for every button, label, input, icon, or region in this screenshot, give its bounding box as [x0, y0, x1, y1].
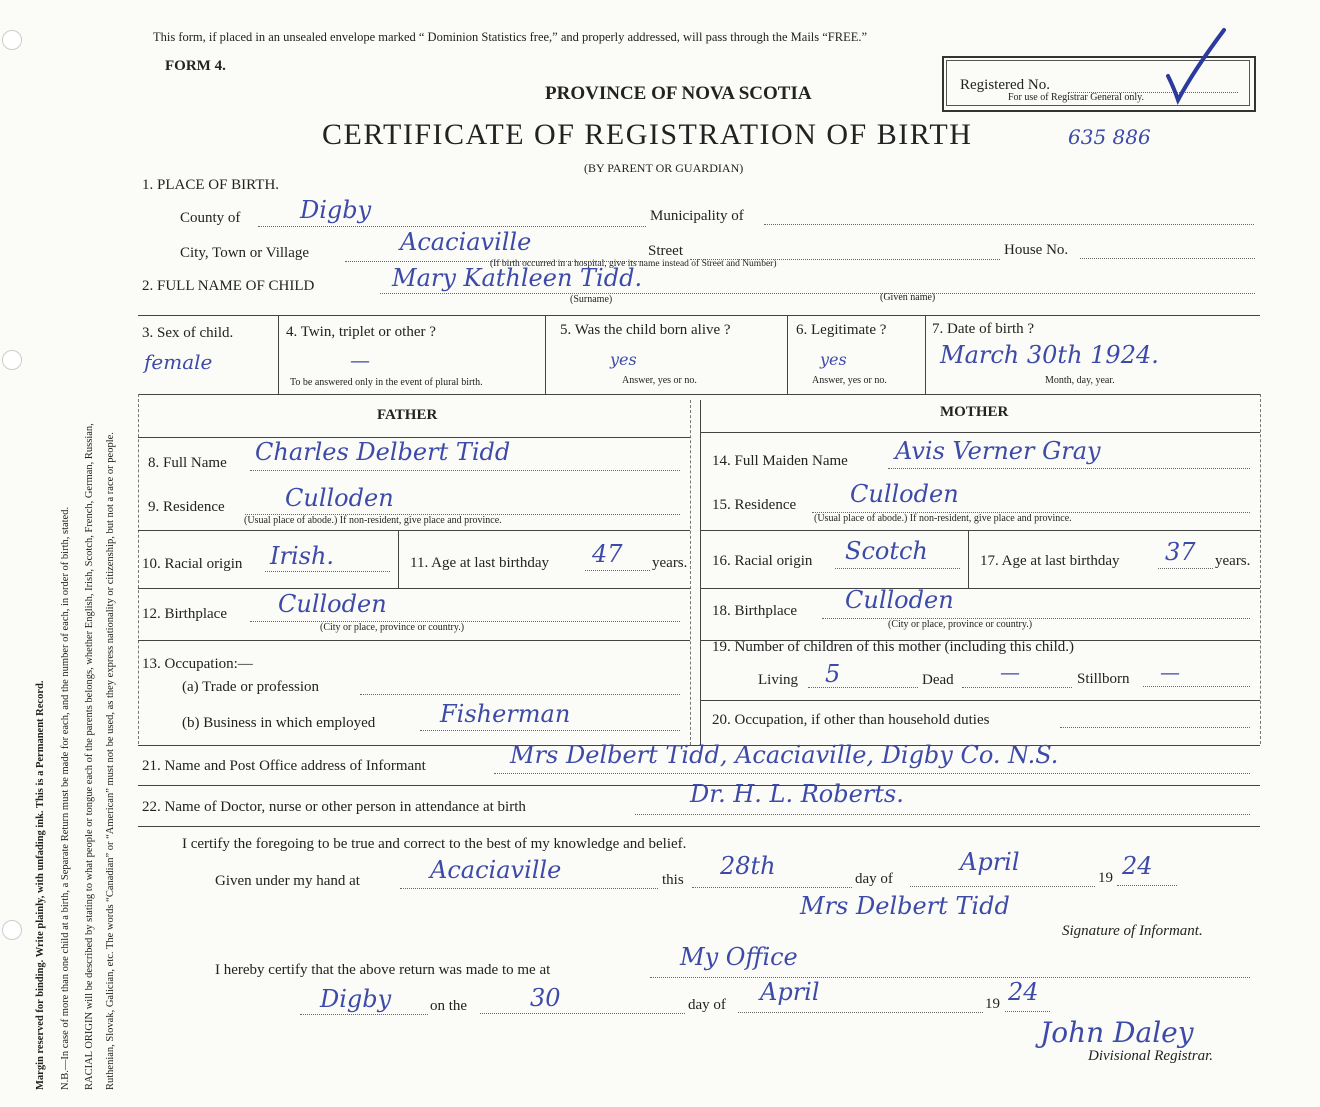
occupation-label: 13. Occupation:— [142, 656, 253, 672]
child-name-value: Mary Kathleen Tidd. [392, 264, 643, 292]
father-residence-note: (Usual place of abode.) If non-resident, give place and province. [244, 515, 502, 526]
registrar-month-value: April [760, 978, 820, 1006]
father-heading: FATHER [377, 407, 438, 423]
date-of-birth-note: Month, day, year. [1045, 375, 1115, 386]
father-residence-label: 9. Residence [148, 499, 225, 515]
informant-label: 21. Name and Post Office address of Informant [142, 758, 426, 774]
business-label: (b) Business in which employed [182, 715, 376, 731]
mother-residence-label: 15. Residence [712, 497, 797, 513]
county-value: Digby [300, 196, 372, 224]
mother-residence-value: Culloden [850, 480, 959, 508]
certify-year-value: 24 [1122, 852, 1153, 880]
legitimate-label: 6. Legitimate ? [796, 322, 887, 338]
mother-race-label: 16. Racial origin [712, 553, 813, 569]
father-age-label: 11. Age at last birthday [410, 555, 549, 571]
registrar-year-prefix: 19 [985, 996, 1000, 1012]
registered-label: Registered No. [960, 77, 1050, 93]
living-label: Living [758, 672, 798, 688]
certify-month-value: April [960, 848, 1020, 876]
father-years-label: years. [652, 555, 688, 571]
father-age-value: 47 [592, 540, 623, 568]
children-label: 19. Number of children of this mother (including this child.) [712, 639, 1075, 655]
certify-this-label: this [662, 872, 684, 888]
mother-residence-note: (Usual place of abode.) If non-resident, give place and province. [814, 513, 1072, 524]
date-of-birth-label: 7. Date of birth ? [932, 321, 1035, 337]
hospital-note: (If birth occurred in a hospital, give its name instead of Street and Number) [490, 259, 777, 269]
margin-note-2: N.B.—In case of more than one child at a birth, a Separate Return must be made for each, and the number of each, in order of birth, stated. [60, 506, 71, 1090]
mother-heading: MOTHER [940, 404, 1009, 420]
certificate-subtitle: (BY PARENT OR GUARDIAN) [584, 161, 744, 175]
certificate-number: 635 886 [1068, 125, 1151, 149]
mother-name-value: Avis Verner Gray [895, 437, 1101, 465]
mother-age-label: 17. Age at last birthday [980, 553, 1120, 569]
born-alive-value: yes [610, 350, 637, 369]
given-under-label: Given under my hand at [215, 873, 360, 889]
registrar-at-value: My Office [680, 943, 798, 971]
mother-birthplace-note: (City or place, province or country.) [888, 619, 1033, 630]
father-race-label: 10. Racial origin [142, 556, 243, 572]
house-label: House No. [1004, 242, 1069, 258]
certify-text: I certify the foregoing to be true and correct to the best of my knowledge and belief. [182, 836, 687, 852]
trade-label: (a) Trade or profession [182, 679, 320, 695]
certify-dayof-label: day of [855, 871, 893, 887]
father-birthplace-note: (City or place, province or country.) [320, 622, 465, 633]
twin-value: — [350, 348, 370, 372]
mother-birthplace-label: 18. Birthplace [712, 603, 797, 619]
margin-note-3: RACIAL ORIGIN will be described by stating to what people or tongue each of the parents belongs, whether English, Irish, Scotch, French, German, Russian, [84, 423, 95, 1090]
street-label: Street [648, 243, 683, 259]
child-name-label: 2. FULL NAME OF CHILD [142, 278, 315, 294]
informant-signature: Mrs Delbert Tidd [800, 892, 1010, 920]
given-name-note: (Given name) [880, 292, 936, 303]
date-of-birth-value: March 30th 1924. [940, 341, 1159, 369]
attendant-value: Dr. H. L. Roberts. [690, 780, 904, 808]
informant-value: Mrs Delbert Tidd, Acaciaville, Digby Co. N.S. [510, 741, 1059, 769]
business-value: Fisherman [440, 700, 571, 728]
registrar-place-value: Digby [320, 985, 392, 1013]
registrar-day-value: 30 [530, 984, 561, 1012]
registered-note: For use of Registrar General only. [1008, 92, 1144, 103]
father-race-value: Irish. [270, 542, 335, 570]
certificate-title: CERTIFICATE OF REGISTRATION OF BIRTH [322, 118, 973, 151]
twin-label: 4. Twin, triplet or other ? [286, 324, 436, 340]
dead-label: Dead [922, 672, 954, 688]
legitimate-value: yes [820, 350, 847, 369]
stillborn-value: — [1160, 660, 1180, 684]
binding-hole [2, 350, 22, 370]
mother-birthplace-value: Culloden [845, 586, 954, 614]
informant-signature-label: Signature of Informant. [1062, 923, 1203, 939]
registrar-on-label: on the [430, 998, 468, 1014]
city-label: City, Town or Village [180, 245, 310, 261]
registrar-dayof-label: day of [688, 997, 726, 1013]
dead-value: — [1000, 660, 1020, 684]
legitimate-note: Answer, yes or no. [812, 375, 887, 386]
sex-label: 3. Sex of child. [142, 325, 234, 341]
binding-hole [2, 30, 22, 50]
registrar-label: Divisional Registrar. [1088, 1048, 1214, 1064]
place-of-birth-label: 1. PLACE OF BIRTH. [142, 177, 280, 193]
certify-year-prefix: 19 [1098, 870, 1113, 886]
stillborn-label: Stillborn [1077, 671, 1130, 687]
father-name-value: Charles Delbert Tidd [255, 438, 511, 466]
city-value: Acaciaville [400, 228, 532, 256]
certify-day-value: 28th [720, 852, 776, 880]
mother-race-value: Scotch [845, 537, 928, 565]
check-mark-icon [1160, 26, 1230, 106]
margin-note-4: Ruthenian, Slovak, Galician, etc. The words “Canadian” or “American” must not be used, as they express nationality or citizenship, but not a race or people. [105, 432, 116, 1090]
father-residence-value: Culloden [285, 484, 394, 512]
sex-value: female [144, 350, 213, 374]
registrar-text: I hereby certify that the above return was made to me at [215, 962, 551, 978]
mother-name-label: 14. Full Maiden Name [712, 453, 848, 469]
municipality-label: Municipality of [650, 208, 744, 224]
surname-note: (Surname) [570, 294, 613, 305]
twin-note: To be answered only in the event of plural birth. [290, 377, 483, 388]
father-birthplace-label: 12. Birthplace [142, 606, 227, 622]
certify-place-value: Acaciaville [430, 856, 562, 884]
father-name-label: 8. Full Name [148, 455, 227, 471]
binding-hole [2, 920, 22, 940]
mother-age-value: 37 [1165, 538, 1196, 566]
margin-note-1: Margin reserved for binding. Write plainly, with unfading ink. This is a Permanent Record. [35, 680, 46, 1090]
mother-years-label: years. [1215, 553, 1251, 569]
born-alive-note: Answer, yes or no. [622, 375, 697, 386]
father-birthplace-value: Culloden [278, 590, 387, 618]
registrar-year-value: 24 [1008, 978, 1039, 1006]
form-number: FORM 4. [165, 58, 226, 74]
mail-notice: This form, if placed in an unsealed envelope marked “ Dominion Statistics free,” and properly addressed, will pass through the Mails “FREE.” [153, 30, 868, 44]
mother-occupation-label: 20. Occupation, if other than household duties [712, 712, 990, 728]
registrar-signature: John Daley [1040, 1016, 1194, 1049]
living-value: 5 [825, 660, 841, 688]
born-alive-label: 5. Was the child born alive ? [560, 322, 731, 338]
county-label: County of [180, 210, 241, 226]
attendant-label: 22. Name of Doctor, nurse or other person in attendance at birth [142, 799, 526, 815]
province-title: PROVINCE OF NOVA SCOTIA [545, 83, 812, 104]
